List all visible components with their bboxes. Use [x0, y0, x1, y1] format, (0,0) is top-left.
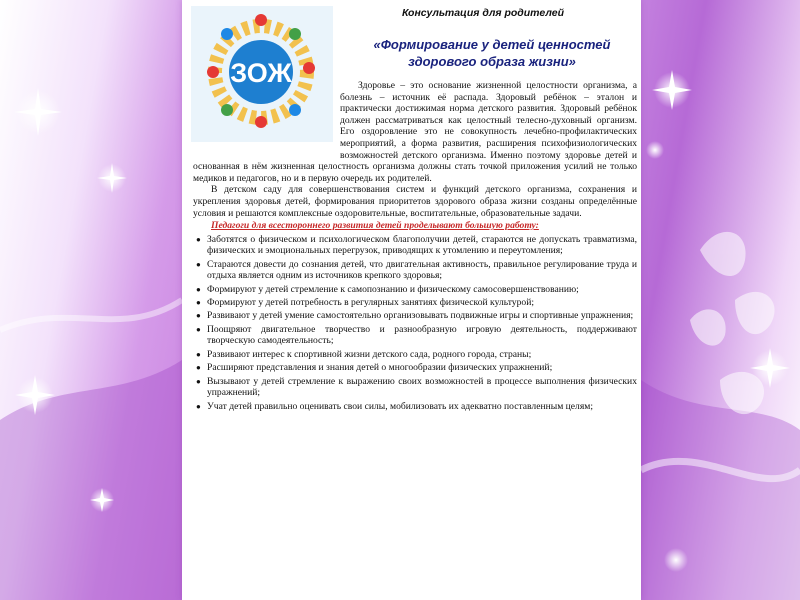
bullet-icon: ● — [196, 298, 201, 308]
bullet-icon: ● — [196, 349, 201, 359]
list-item — [193, 349, 637, 361]
kindergarten-paragraph: В детском саду для совершенствования систем и функций детского организма, сохранения и укрепления здоровья детей, формирования приоритетов здорового образа жизни созданы определённые условия и решаются комплексные оздоровительные, воспитательные, образовательные задачи. — [193, 184, 637, 219]
teachers-task-heading: Педагоги для всестороннего развития детей проделывают большую работу: — [211, 220, 539, 232]
bullet-icon: ● — [196, 376, 201, 386]
document-page — [182, 0, 641, 600]
list-item-text: Развивают у детей умение самостоятельно организовывать подвижные игры и спортивные упражнения; — [207, 310, 634, 322]
list-item-text: Учат детей правильно оценивать свои силы, мобилизовать их адекватно поставленным целям; — [207, 400, 593, 412]
consultation-label: Консультация для родителей — [402, 7, 564, 19]
swirl-left-light — [0, 300, 182, 330]
bullet-icon: ● — [196, 401, 201, 411]
bullet-icon: ● — [196, 234, 201, 244]
bullet-icon: ● — [196, 324, 201, 334]
list-item-text: Вызывают у детей стремление к выражению своих возможностей в процессе выполнения физических упражнений; — [207, 375, 637, 399]
list-item-text: Поощряют двигательное творчество и разнообразную игровую деятельность, поддерживают творческую самодеятельность; — [207, 323, 637, 347]
bullet-icon: ● — [196, 311, 201, 321]
list-item-text: Расширяют представления и знания детей о многообразии физических упражнений; — [207, 362, 553, 374]
list-item — [193, 401, 637, 413]
list-item — [193, 362, 637, 374]
list-item — [193, 310, 637, 322]
document-body — [193, 80, 637, 414]
bullet-icon: ● — [196, 363, 201, 373]
list-item — [193, 234, 637, 257]
page-title: «Формирование у детей ценностей здорового образа жизни» — [373, 37, 611, 69]
list-item — [193, 259, 637, 282]
floral-ornament — [690, 232, 775, 414]
list-item — [193, 376, 637, 399]
logo-text: ЗОЖ — [230, 58, 292, 88]
list-item-text: Развивают интерес к спортивной жизни детского сада, родного города, страны; — [207, 348, 532, 360]
bullet-icon: ● — [196, 284, 201, 294]
swirl-right — [641, 380, 800, 600]
list-item-text: Заботятся о физическом и психологическом благополучии детей, стараются не допускать травматизма, физических и эмоциональных перегрузок, приводящих к утомлению и переутомления; — [207, 233, 637, 257]
bullet-icon: ● — [196, 259, 201, 269]
list-item — [193, 324, 637, 347]
list-item — [193, 297, 637, 309]
list-item-text: Формируют у детей потребность в регулярных занятиях физической культурой; — [207, 297, 535, 309]
intro-paragraph: Здоровье – это основание жизненной целостности организма, а болезнь – источник её распада. Здоровый ребёнок – эталон и практически достижимая норма детского развития. Здоровый ребёнок должен рассматриваться как целостный телесно-духовный организм. Его оздоровление это не совокупность лечебно-профилактических мероприятий, а форма развития, расширения психофизиологических возможностей детского организма. Именно поэтому здоровье детей и основанная в нём жизненная целостность организма должны стать точкой приложения усилий не только медиков и педагогов, но и в первую очередь их родителей. — [193, 80, 637, 184]
list-item-text: Стараются довести до сознания детей, что двигательная активность, правильное регулирование труда и отдыха является одним из источников крепкого здоровья; — [207, 258, 637, 282]
teachers-task-list — [193, 234, 637, 412]
list-item-text: Формируют у детей стремление к самопознанию и физическому самосовершенствованию; — [207, 283, 579, 295]
list-item — [193, 284, 637, 296]
